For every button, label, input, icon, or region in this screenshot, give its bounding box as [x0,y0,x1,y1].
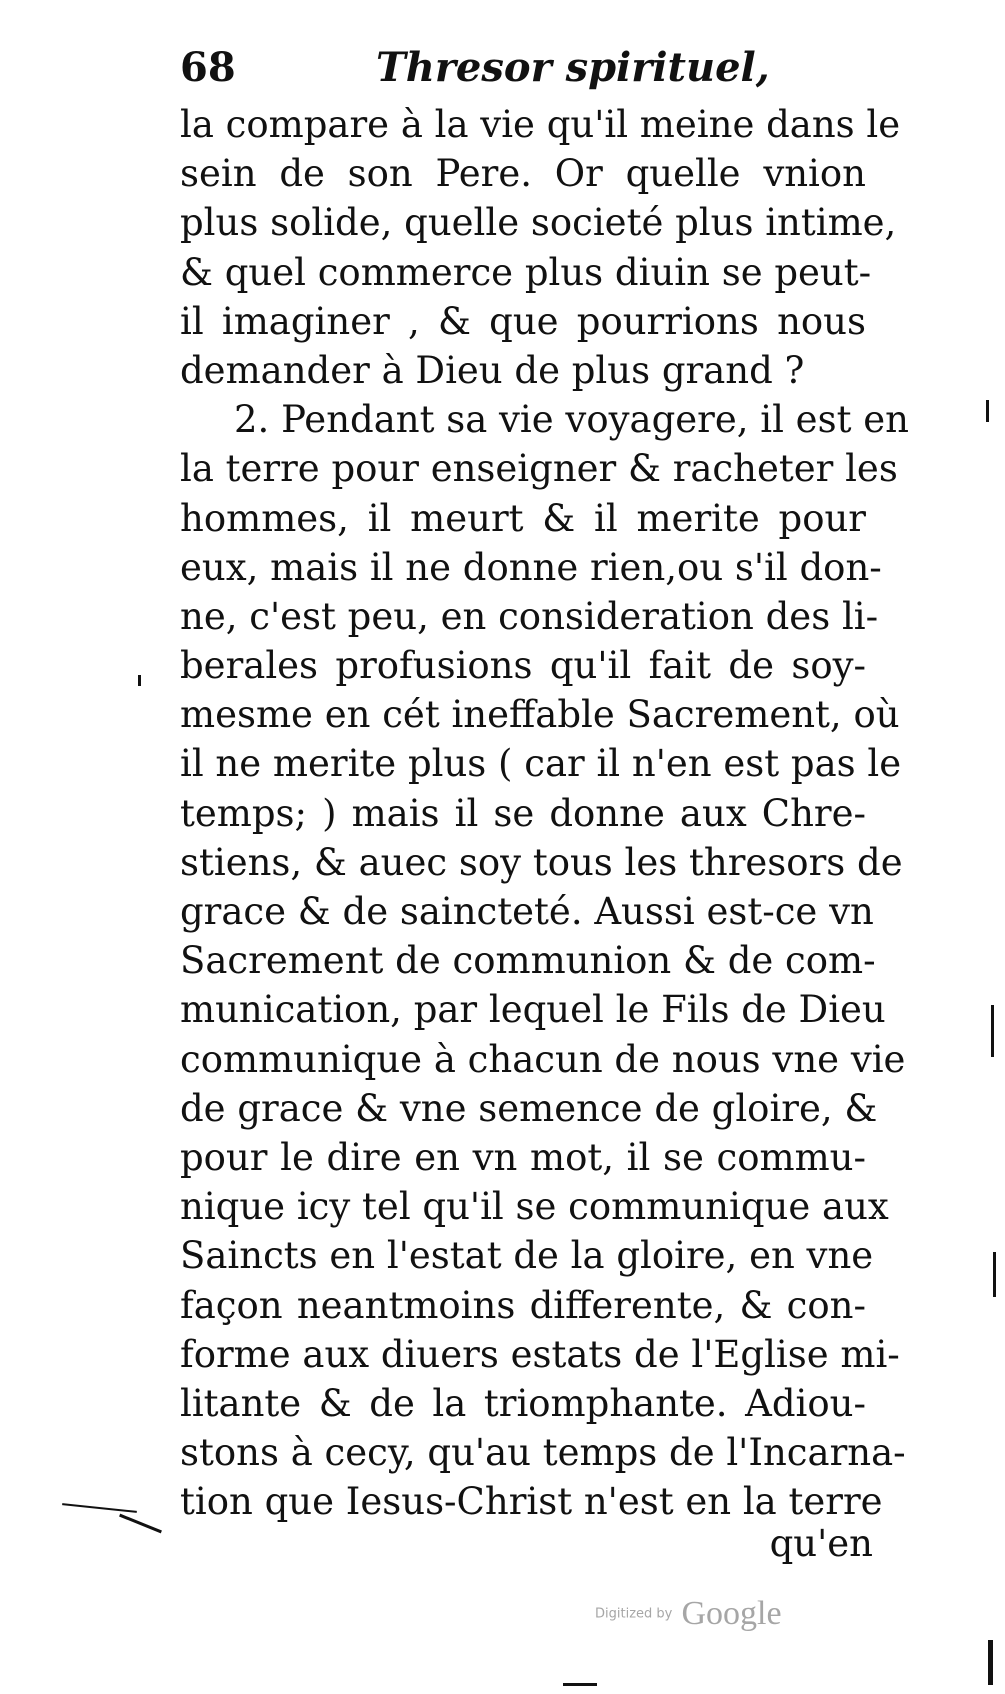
text-line: communique à chacun de nous vne vie [180,1037,906,1081]
text-line: stons à cecy, qu'au temps de l'Incarna- [180,1431,906,1475]
text-line: il ne merite plus ( car il n'en est pas le [180,742,902,786]
watermark-prefix: Digitized by [595,1606,673,1622]
page-header [180,38,770,98]
text-line: munication, par lequel le Fils de Dieu [180,988,886,1032]
text-line: ne, c'est peu, en consideration des li- [180,594,879,638]
text-line: la compare à la vie qu'il meine dans le [180,103,901,146]
text-line: eux, mais il ne donne rien,ou s'il don- [180,545,882,589]
text-line: Saincts en l'estat de la gloire, en vne [180,1234,874,1278]
text-line: stiens, & auec soy tous les thresors de [180,840,903,884]
text-line: de grace & vne semence de gloire, & [180,1086,878,1130]
scan-mark-right [986,400,989,422]
text-line: tion que Iesus-Christ n'est en la terre [180,1480,883,1524]
text-line: hommes, il meurt & il merite pour [180,496,866,540]
scan-mark-bottom [563,1683,597,1686]
watermark-brand: Google [681,1595,782,1632]
text-line: temps; ) mais il se donne aux Chre- [180,791,866,835]
text-line: la terre pour enseigner & racheter les [180,447,898,491]
scan-mark-right [991,1005,994,1057]
scan-mark-left [62,1503,137,1513]
text-line: mesme en cét ineffable Sacrement, où [180,693,900,737]
text-line: Sacrement de communion & de com- [180,939,876,983]
text-line: pour le dire en vn mot, il se commu- [180,1135,866,1179]
body-text [180,100,909,1526]
scan-mark-left [119,1514,162,1534]
text-line: forme aux diuers estats de l'Eglise mi- [180,1332,900,1376]
text-line: plus solide, quelle societé plus intime, [180,201,897,245]
text-line: berales profusions qu'il fait de soy- [180,644,866,688]
text-line: & quel commerce plus diuin se peut- [180,250,872,294]
page-number: 68 [180,44,236,91]
text-line: litante & de la triomphante. Adiou- [180,1381,866,1425]
scan-mark-right [993,1252,996,1297]
scan-mark-right [988,1640,993,1685]
scan-mark-left [138,675,141,686]
text-line: grace & de saincteté. Aussi est-ce vn [180,890,874,933]
running-title: Thresor spirituel, [376,44,770,91]
text-line: sein de son Pere. Or quelle vnion [180,152,866,196]
text-line: demander à Dieu de plus grand ? [180,348,805,392]
text-line: façon neantmoins differente, & con- [180,1283,866,1327]
text-line: il imaginer , & que pourrions nous [180,299,866,343]
text-line: nique icy tel qu'il se communique aux [180,1185,889,1229]
catchword: qu'en [769,1522,873,1565]
digitization-watermark [595,1595,782,1633]
paragraph-start-line: 2. Pendant sa vie voyagere, il est en [234,398,909,442]
